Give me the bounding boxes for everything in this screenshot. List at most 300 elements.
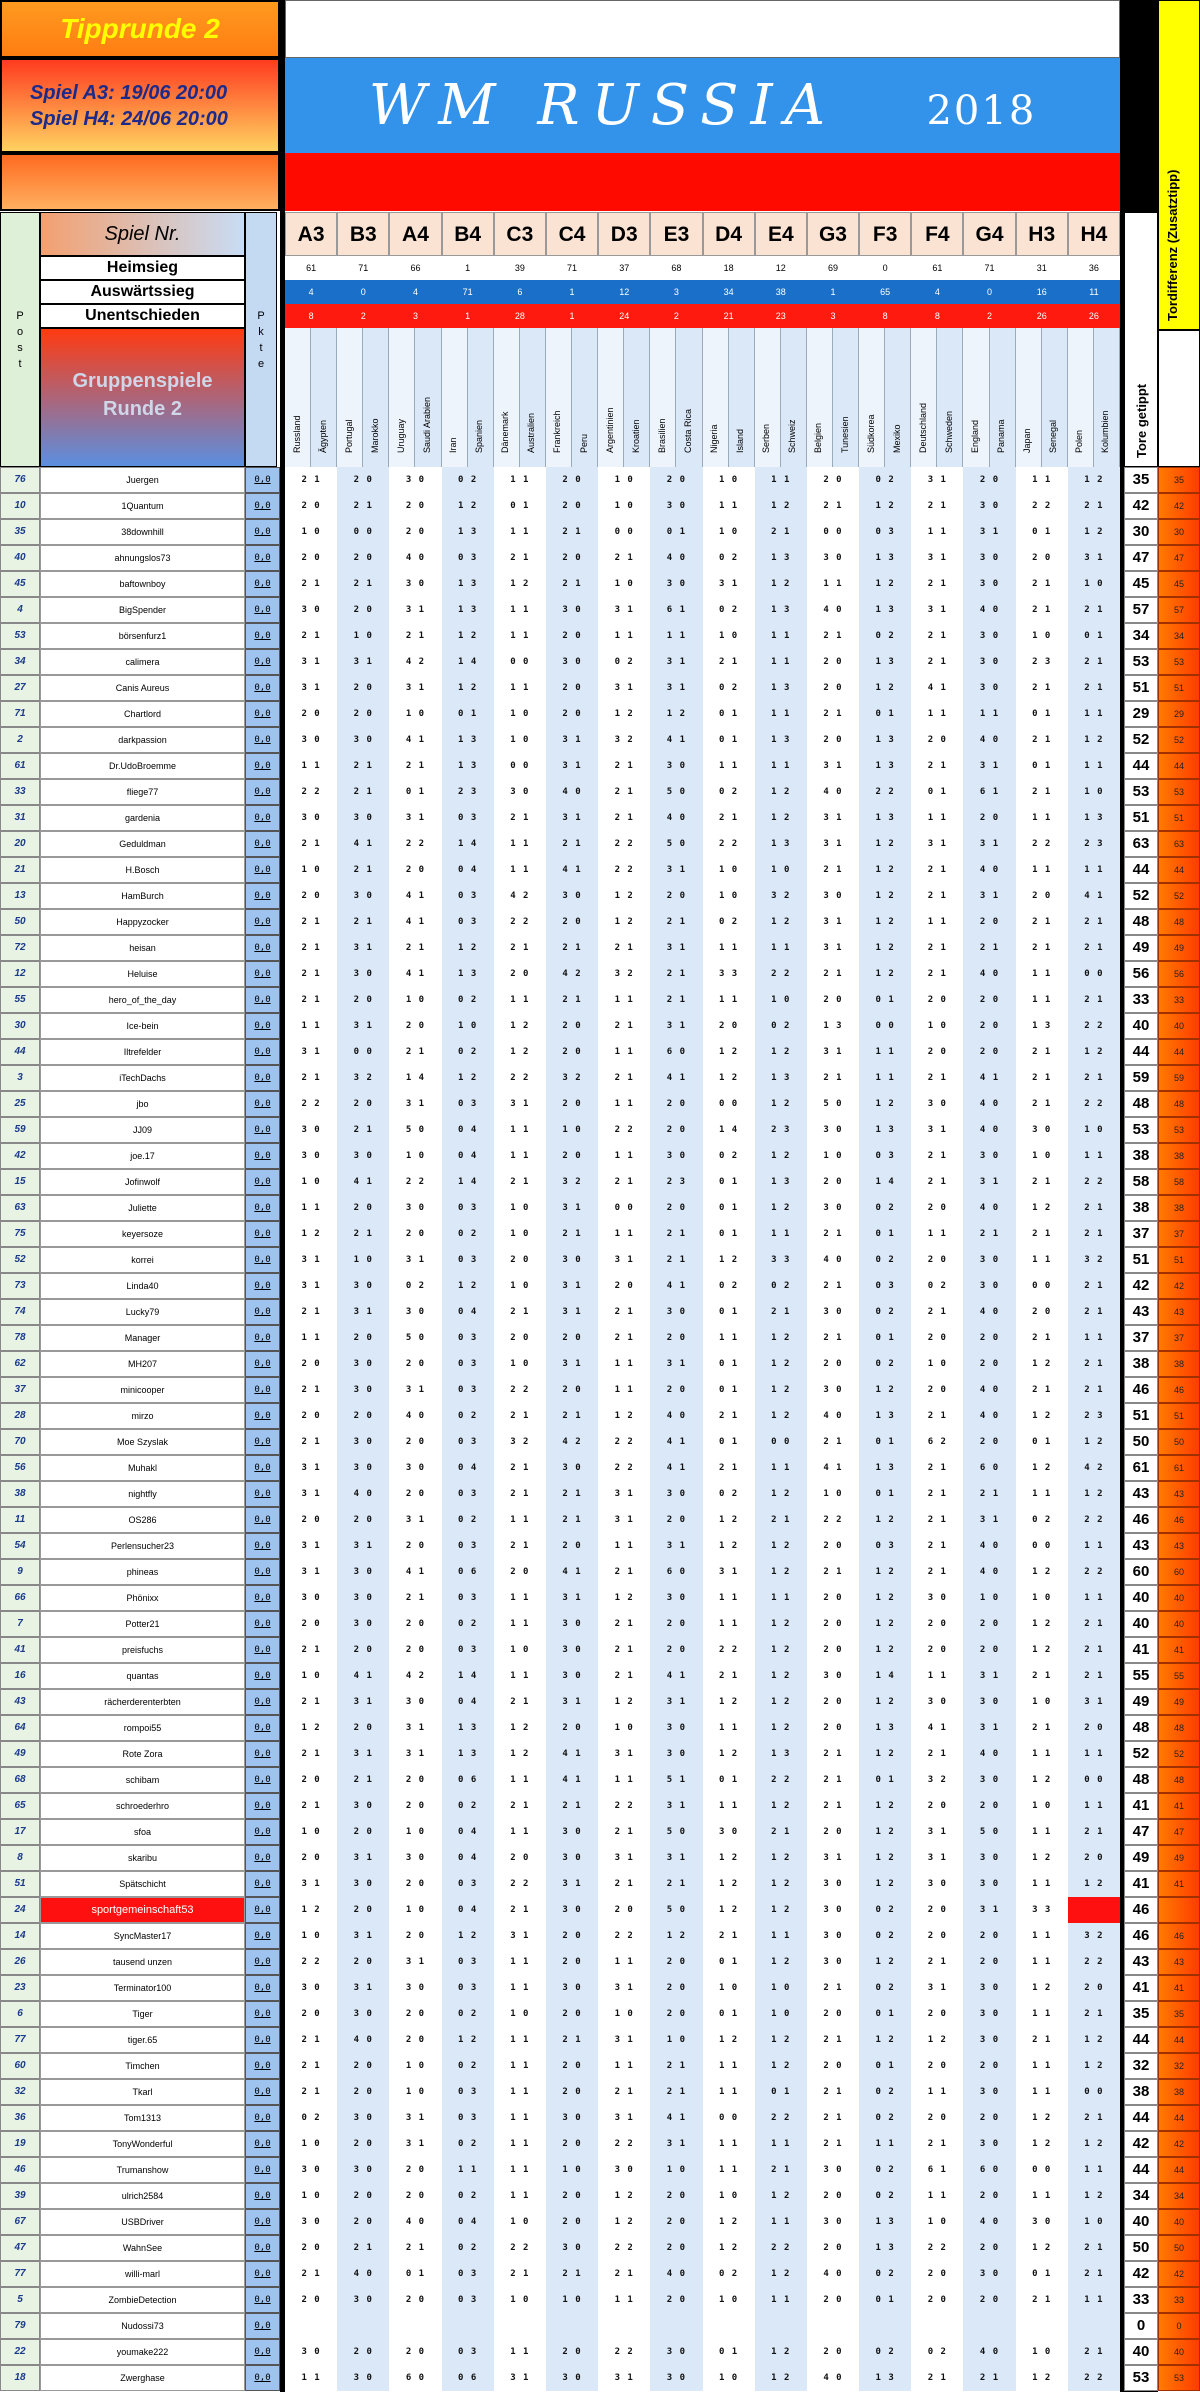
tore-getippt-value: 30 [1124, 519, 1158, 545]
tore-getippt-value: 46 [1124, 1897, 1158, 1923]
tip-cell: 2 1 [911, 1507, 963, 1533]
tip-cell: 3 0 [650, 493, 702, 519]
tip-cell: 1 1 [494, 2183, 546, 2209]
tip-cell: 2 2 [494, 1377, 546, 1403]
tip-cell: 1 0 [1016, 1585, 1068, 1611]
tip-cell: 2 0 [963, 2287, 1015, 2313]
heimsieg-count: 39 [514, 263, 525, 273]
team-name-cell [911, 328, 937, 467]
tip-cell: 2 1 [598, 1299, 650, 1325]
tip-cell: 1 0 [911, 1351, 963, 1377]
post-position: 38 [0, 1481, 40, 1507]
tordifferenz-value: 40 [1158, 2209, 1200, 2235]
tip-cell: 4 0 [546, 779, 598, 805]
tip-cell: 0 0 [337, 519, 389, 545]
auswaertssieg-count: 3 [673, 287, 679, 297]
tip-cell: 2 0 [285, 2287, 337, 2313]
tip-cell: 1 2 [755, 571, 807, 597]
player-points: 0,0 [245, 571, 280, 597]
tip-cell: 2 0 [703, 1013, 755, 1039]
tore-getippt-value: 42 [1124, 1273, 1158, 1299]
tip-cell: 5 0 [963, 1819, 1015, 1845]
player-points: 0,0 [245, 753, 280, 779]
tip-cell: 2 1 [337, 1117, 389, 1143]
tip-cell: 0 1 [703, 1299, 755, 1325]
tip-cell: 2 1 [1068, 493, 1120, 519]
tip-cell: 3 3 [1016, 1897, 1068, 1923]
tip-cell: 2 2 [598, 1455, 650, 1481]
tip-cell: 4 1 [911, 675, 963, 701]
tip-cell: 3 0 [389, 571, 441, 597]
tip-cell: 1 2 [859, 961, 911, 987]
tordifferenz-value: 30 [1158, 519, 1200, 545]
tip-cell: 1 1 [285, 1325, 337, 1351]
tip-cell: 4 1 [650, 1429, 702, 1455]
tip-cell: 1 0 [389, 1897, 441, 1923]
tip-cell: 3 0 [598, 2157, 650, 2183]
tip-cell: 3 2 [755, 883, 807, 909]
tip-cell: 2 0 [807, 1611, 859, 1637]
tip-cell: 1 3 [755, 831, 807, 857]
tip-cell: 3 0 [337, 1455, 389, 1481]
tip-cell: 1 0 [703, 519, 755, 545]
table-row [0, 701, 1200, 727]
tordifferenz-value: 59 [1158, 1065, 1200, 1091]
tip-cell: 2 1 [598, 1819, 650, 1845]
tip-cell: 1 2 [859, 1559, 911, 1585]
tip-cell: 3 0 [546, 1819, 598, 1845]
tip-cell: 3 1 [546, 1585, 598, 1611]
heimsieg-count: 61 [932, 263, 943, 273]
tip-cell: 4 1 [389, 727, 441, 753]
player-name: heisan [40, 935, 245, 961]
player-points: 0,0 [245, 1767, 280, 1793]
tip-cell: 3 0 [546, 2365, 598, 2391]
tip-cell: 2 1 [911, 1143, 963, 1169]
tip-cell: 2 1 [546, 1403, 598, 1429]
tip-cell: 1 1 [1016, 467, 1068, 493]
table-row [0, 2209, 1200, 2235]
tip-cell: 6 0 [389, 2365, 441, 2391]
tip-cell: 0 2 [703, 2261, 755, 2287]
tip-cell: 1 3 [442, 727, 494, 753]
tordifferenz-value: 46 [1158, 1377, 1200, 1403]
tip-cell: 3 0 [337, 727, 389, 753]
tip-cell: 3 0 [285, 1117, 337, 1143]
tordifferenz-value: 53 [1158, 1117, 1200, 1143]
tip-cell: 2 1 [807, 1767, 859, 1793]
tip-cell: 2 0 [546, 545, 598, 571]
tip-cell: 0 2 [703, 675, 755, 701]
post-position: 60 [0, 2053, 40, 2079]
player-name: MH207 [40, 1351, 245, 1377]
team-name-cell [285, 328, 311, 467]
tip-cell: 2 0 [963, 1611, 1015, 1637]
table-row [0, 1377, 1200, 1403]
tip-cell: 2 0 [389, 1013, 441, 1039]
tip-cell: 2 1 [1016, 779, 1068, 805]
unentschieden-count: 26 [1036, 311, 1047, 321]
tip-cell: 3 0 [337, 1559, 389, 1585]
tip-cell: 4 0 [650, 2261, 702, 2287]
table-row [0, 1273, 1200, 1299]
tip-cell: 1 2 [494, 1039, 546, 1065]
tip-cell: 2 0 [911, 1923, 963, 1949]
post-position: 53 [0, 623, 40, 649]
team-name-cell [415, 328, 441, 467]
tip-cell: 1 2 [859, 2027, 911, 2053]
tip-cell: 2 1 [963, 1481, 1015, 1507]
tip-cell: 1 0 [285, 1923, 337, 1949]
post-position: 63 [0, 1195, 40, 1221]
tip-cell [1068, 2313, 1120, 2339]
team-name: Frankreich [552, 410, 563, 453]
team-name: Spanien [474, 419, 485, 453]
tip-cell: 2 0 [650, 1637, 702, 1663]
tip-cell: 1 2 [285, 1715, 337, 1741]
tip-cell: 1 3 [859, 1117, 911, 1143]
tip-cell: 0 1 [703, 1351, 755, 1377]
player-points: 0,0 [245, 1715, 280, 1741]
tip-cell: 2 1 [389, 753, 441, 779]
tip-cell: 2 0 [337, 1195, 389, 1221]
tip-cell: 0 2 [285, 2105, 337, 2131]
auswaertssieg-count: 38 [775, 287, 786, 297]
tip-cell: 2 0 [963, 1325, 1015, 1351]
post-position: 3 [0, 1065, 40, 1091]
tip-cell: 1 1 [703, 1611, 755, 1637]
table-row [0, 831, 1200, 857]
tordifferenz-value: 43 [1158, 1533, 1200, 1559]
team-name: Kroatien [630, 419, 641, 453]
tip-cell: 2 0 [807, 2287, 859, 2313]
tip-cell: 1 2 [598, 909, 650, 935]
table-row [0, 649, 1200, 675]
tip-cell: 2 1 [285, 2079, 337, 2105]
tip-cell: 1 2 [598, 883, 650, 909]
player-points: 0,0 [245, 1871, 280, 1897]
post-position: 17 [0, 1819, 40, 1845]
tip-cell: 1 2 [859, 909, 911, 935]
post-position: 31 [0, 805, 40, 831]
tip-cell: 0 1 [1016, 753, 1068, 779]
player-name: youmake222 [40, 2339, 245, 2365]
tip-cell: 1 1 [1068, 857, 1120, 883]
player-name: Manager [40, 1325, 245, 1351]
tip-cell: 4 2 [389, 649, 441, 675]
tip-cell: 0 6 [442, 1767, 494, 1793]
player-points: 0,0 [245, 805, 280, 831]
tip-cell: 2 1 [598, 805, 650, 831]
tip-cell: 4 1 [389, 1559, 441, 1585]
tip-cell: 3 1 [963, 1663, 1015, 1689]
player-points: 0,0 [245, 2235, 280, 2261]
tip-cell: 3 0 [285, 1585, 337, 1611]
tip-cell: 0 1 [1068, 623, 1120, 649]
tip-cell: 1 1 [963, 701, 1015, 727]
tip-cell: 2 3 [755, 1117, 807, 1143]
post-position: 28 [0, 1403, 40, 1429]
tore-getippt-value: 48 [1124, 1715, 1158, 1741]
tip-cell: 2 1 [494, 1455, 546, 1481]
tip-cell: 0 1 [859, 1481, 911, 1507]
tip-cell: 2 1 [546, 1221, 598, 1247]
tip-cell: 1 1 [442, 2157, 494, 2183]
tip-cell: 2 0 [911, 1247, 963, 1273]
tip-cell: 1 1 [598, 2053, 650, 2079]
tip-cell: 1 1 [1016, 1481, 1068, 1507]
tip-cell: 2 0 [911, 1195, 963, 1221]
table-row [0, 1221, 1200, 1247]
tip-cell: 0 1 [703, 2001, 755, 2027]
unentschieden-count: 8 [934, 311, 940, 321]
tip-cell: 2 1 [807, 2131, 859, 2157]
tip-cell: 2 0 [389, 2287, 441, 2313]
tip-cell: 1 3 [859, 727, 911, 753]
tip-cell: 2 0 [1016, 1299, 1068, 1325]
post-position: 33 [0, 779, 40, 805]
tip-cell: 2 0 [1016, 883, 1068, 909]
tip-cell [703, 2313, 755, 2339]
player-points: 0,0 [245, 1247, 280, 1273]
table-row [0, 2053, 1200, 2079]
tip-cell: 4 1 [650, 727, 702, 753]
tip-cell: 1 2 [755, 2183, 807, 2209]
tip-cell: 1 0 [285, 1663, 337, 1689]
tip-cell: 0 4 [442, 1819, 494, 1845]
tip-cell: 3 1 [650, 1689, 702, 1715]
tip-cell: 2 0 [911, 1325, 963, 1351]
tip-cell: 2 1 [1016, 2027, 1068, 2053]
player-name: Timchen [40, 2053, 245, 2079]
tip-cell: 1 1 [1068, 701, 1120, 727]
match-id-F4: F4 [911, 212, 963, 256]
tip-cell: 1 2 [703, 2209, 755, 2235]
tip-cell: 1 0 [703, 1975, 755, 2001]
tip-cell: 0 2 [703, 909, 755, 935]
team-name-cell [937, 328, 963, 467]
tip-cell: 1 1 [911, 701, 963, 727]
tip-cell: 2 0 [963, 1923, 1015, 1949]
wm-year: 2018 [926, 88, 1037, 134]
tore-getippt-value: 55 [1124, 1663, 1158, 1689]
tip-cell: 2 0 [598, 1273, 650, 1299]
tip-cell: 0 0 [494, 753, 546, 779]
tip-cell: 2 0 [963, 987, 1015, 1013]
tip-cell: 2 0 [963, 909, 1015, 935]
tip-cell: 3 2 [598, 961, 650, 987]
heimsieg-label: Heimsieg [40, 256, 245, 280]
tip-cell: 3 1 [598, 1247, 650, 1273]
player-name: Perlensucher23 [40, 1533, 245, 1559]
tip-cell: 2 3 [1068, 1403, 1120, 1429]
tip-cell: 4 0 [963, 1117, 1015, 1143]
tip-cell: 1 0 [389, 701, 441, 727]
post-position: 19 [0, 2131, 40, 2157]
tip-cell: 2 2 [1068, 1949, 1120, 1975]
tore-getippt-value: 59 [1124, 1065, 1158, 1091]
tip-cell: 0 3 [859, 1273, 911, 1299]
tip-cell: 1 3 [859, 1715, 911, 1741]
tip-cell: 3 1 [911, 597, 963, 623]
tip-cell: 2 0 [546, 701, 598, 727]
tip-cell: 2 0 [911, 1611, 963, 1637]
tip-cell: 2 0 [807, 1533, 859, 1559]
tip-cell: 1 3 [442, 519, 494, 545]
player-name: willi-marl [40, 2261, 245, 2287]
tip-cell: 1 2 [1068, 2053, 1120, 2079]
tip-cell [911, 2313, 963, 2339]
tip-cell: 0 0 [337, 1039, 389, 1065]
tip-cell: 2 1 [911, 1455, 963, 1481]
player-points: 0,0 [245, 961, 280, 987]
tordifferenz-value: 60 [1158, 1559, 1200, 1585]
tip-cell: 2 0 [807, 675, 859, 701]
tip-cell: 3 1 [337, 1689, 389, 1715]
tip-cell: 1 0 [389, 2053, 441, 2079]
player-points: 0,0 [245, 1325, 280, 1351]
player-points: 0,0 [245, 1793, 280, 1819]
tip-cell: 0 2 [703, 545, 755, 571]
tip-cell: 1 1 [755, 1221, 807, 1247]
tip-cell: 2 1 [650, 1221, 702, 1247]
tip-cell: 3 0 [546, 1455, 598, 1481]
player-points: 0,0 [245, 701, 280, 727]
tip-cell: 2 2 [911, 2235, 963, 2261]
tip-cell: 2 2 [703, 831, 755, 857]
tip-cell: 3 1 [911, 831, 963, 857]
tip-cell: 2 0 [911, 1637, 963, 1663]
tip-cell: 0 2 [859, 2261, 911, 2287]
tip-cell: 1 1 [494, 519, 546, 545]
table-row [0, 493, 1200, 519]
tip-cell: 3 0 [807, 883, 859, 909]
tip-cell: 1 1 [755, 623, 807, 649]
table-row [0, 1351, 1200, 1377]
tip-cell: 1 2 [755, 1871, 807, 1897]
match-id-G4: G4 [963, 212, 1015, 256]
tip-cell: 2 0 [1068, 1845, 1120, 1871]
tip-cell: 1 2 [442, 1273, 494, 1299]
team-name: Deutschland [917, 402, 928, 453]
table-row [0, 1715, 1200, 1741]
post-position: 30 [0, 1013, 40, 1039]
auswaertssieg-count: 16 [1036, 287, 1047, 297]
tore-getippt-value: 37 [1124, 1325, 1158, 1351]
match-id-C4: C4 [546, 212, 598, 256]
tordifferenz-value: 51 [1158, 675, 1200, 701]
tip-cell: 0 0 [494, 649, 546, 675]
tip-cell: 3 1 [389, 597, 441, 623]
tip-cell: 3 1 [963, 1897, 1015, 1923]
tip-cell: 1 1 [598, 1377, 650, 1403]
post-position: 78 [0, 1325, 40, 1351]
tip-cell: 3 0 [963, 1273, 1015, 1299]
tip-cell: 0 2 [859, 2157, 911, 2183]
tip-cell: 3 1 [598, 675, 650, 701]
tip-cell: 1 1 [598, 623, 650, 649]
tip-cell: 2 0 [963, 1429, 1015, 1455]
tip-cell: 2 1 [598, 1871, 650, 1897]
tip-cell: 1 1 [598, 1533, 650, 1559]
player-name: sfoa [40, 1819, 245, 1845]
tip-cell: 0 1 [703, 1377, 755, 1403]
tip-cell: 6 1 [650, 597, 702, 623]
auswaertssieg-count: 4 [412, 287, 418, 297]
tip-cell: 1 2 [442, 935, 494, 961]
tip-cell: 2 0 [963, 2235, 1015, 2261]
tore-getippt-value: 44 [1124, 857, 1158, 883]
auswaertssieg-count: 0 [987, 287, 993, 297]
tip-cell: 2 1 [807, 1325, 859, 1351]
tip-cell: 2 1 [911, 2131, 963, 2157]
player-name: ZombieDetection [40, 2287, 245, 2313]
tip-cell: 0 3 [442, 1975, 494, 2001]
tip-cell: 1 1 [494, 857, 546, 883]
tore-getippt-value: 40 [1124, 2339, 1158, 2365]
auswaertssieg-count: 1 [569, 287, 575, 297]
tordifferenz-value: 49 [1158, 1689, 1200, 1715]
spiel-last-line: Spiel H4: 24/06 20:00 [30, 108, 228, 130]
tore-getippt-value: 44 [1124, 2105, 1158, 2131]
tip-cell: 3 1 [494, 2365, 546, 2391]
tip-cell: 2 1 [598, 2079, 650, 2105]
tip-cell: 3 0 [963, 1143, 1015, 1169]
player-name: rompoi55 [40, 1715, 245, 1741]
tip-cell: 0 1 [703, 1195, 755, 1221]
team-name-cell [990, 328, 1016, 467]
tip-cell: 1 2 [494, 571, 546, 597]
tip-cell: 2 0 [650, 1611, 702, 1637]
tip-cell: 3 1 [1068, 1689, 1120, 1715]
tip-cell: 3 0 [650, 1299, 702, 1325]
tip-cell: 1 2 [859, 1507, 911, 1533]
tip-cell: 1 1 [703, 1793, 755, 1819]
tordifferenz-value: 41 [1158, 1637, 1200, 1663]
tip-cell: 2 1 [703, 1403, 755, 1429]
tip-cell: 3 1 [285, 1533, 337, 1559]
tip-cell: 2 1 [285, 1689, 337, 1715]
tip-cell: 1 1 [911, 2183, 963, 2209]
tip-cell: 0 1 [494, 493, 546, 519]
tip-cell: 1 1 [859, 1065, 911, 1091]
tip-cell: 1 2 [494, 1715, 546, 1741]
tip-cell: 2 1 [1016, 909, 1068, 935]
tip-cell: 2 1 [285, 1793, 337, 1819]
table-row [0, 1117, 1200, 1143]
tip-cell: 3 1 [285, 675, 337, 701]
tip-cell: 2 2 [285, 1091, 337, 1117]
tip-cell: 2 2 [494, 1871, 546, 1897]
tip-cell: 3 1 [963, 519, 1015, 545]
player-name: Tom1313 [40, 2105, 245, 2131]
tip-cell: 1 1 [755, 1923, 807, 1949]
tip-cell: 2 1 [546, 519, 598, 545]
tordifferenz-value: 47 [1158, 545, 1200, 571]
tip-cell: 2 0 [807, 467, 859, 493]
tip-cell: 1 2 [598, 1403, 650, 1429]
player-name: SyncMaster17 [40, 1923, 245, 1949]
tip-cell: 4 0 [963, 1377, 1015, 1403]
tip-cell: 2 1 [285, 961, 337, 987]
tip-cell [859, 2313, 911, 2339]
tip-cell: 1 1 [1068, 1793, 1120, 1819]
tip-cell: 3 1 [598, 1507, 650, 1533]
player-points: 0,0 [245, 1429, 280, 1455]
tip-cell: 4 1 [546, 1559, 598, 1585]
tip-cell: 3 1 [963, 1715, 1015, 1741]
tip-cell: 2 1 [389, 623, 441, 649]
